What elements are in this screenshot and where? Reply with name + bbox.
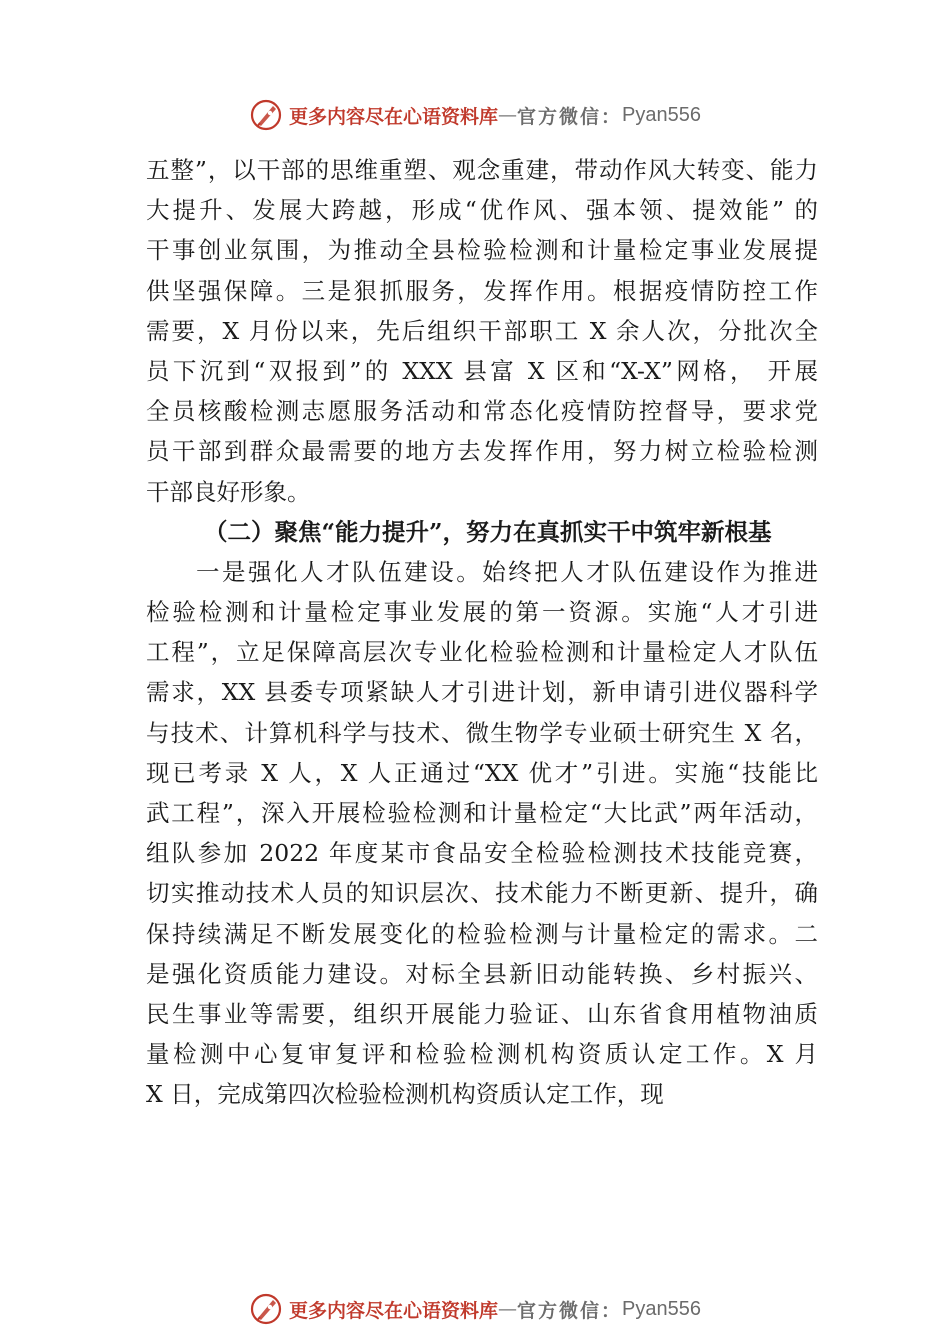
watermark-wechat-label: 官方微信： xyxy=(517,105,623,128)
body-line: 需要，X 月份以来，先后组织干部职工 X 余人次，分批次全 xyxy=(146,316,818,345)
quill-pen-logo-icon xyxy=(249,1292,283,1326)
body-line: 量检测中心复审复评和检验检测机构资质认定工作。X 月 xyxy=(146,1040,818,1069)
body-line: 干事创业氛围，为推动全县检验检测和计量检定事业发展提 xyxy=(146,236,818,265)
body-line: 检验检测和计量检定事业发展的第一资源。实施“人才引进 xyxy=(146,598,818,627)
body-line: 组队参加 2022 年度某市食品安全检验检测技术技能竞赛， xyxy=(146,839,818,868)
body-line: 需求，XX 县委专项紧缺人才引进计划，新申请引进仪器科学 xyxy=(146,678,818,707)
body-line: 现已考录 X 人，X 人正通过“XX 优才”引进。实施“技能比 xyxy=(146,758,818,787)
header-watermark xyxy=(0,95,950,135)
body-line: 是强化资质能力建设。对标全县新旧动能转换、乡村振兴、 xyxy=(146,959,818,988)
watermark-wechat-id: Pyan556 xyxy=(622,1297,701,1320)
body-line: 与技术、计算机科学与技术、微生物学专业硕士研究生 X 名， xyxy=(146,718,818,747)
body-line: 供坚强保障。三是狠抓服务，发挥作用。根据疫情防控工作 xyxy=(146,276,818,305)
watermark-site-text: 更多内容尽在心语资料库 xyxy=(289,105,499,128)
watermark-dash: — xyxy=(498,1298,518,1320)
footer-watermark xyxy=(0,1289,950,1329)
quill-pen-logo-icon xyxy=(249,98,283,132)
body-line: 工程”，立足保障高层次专业化检验检测和计量检定人才队伍 xyxy=(146,638,818,667)
body-line: 保持续满足不断发展变化的检验检测与计量检定的需求。二 xyxy=(146,919,818,948)
body-line: 大提升、发展大跨越，形成“优作风、强本领、提效能” 的 xyxy=(146,196,818,225)
watermark-wechat-label: 官方微信： xyxy=(517,1299,623,1322)
body-line: 员下沉到“双报到”的 XXX 县富 X 区和“X-X”网格， 开展 xyxy=(146,356,818,385)
section-heading: （二）聚焦“能力提升”，努力在真抓实干中筑牢新根基 xyxy=(204,517,772,546)
watermark-dash: — xyxy=(498,104,518,126)
body-line: X 日，完成第四次检验检测机构资质认定工作，现 xyxy=(146,1080,664,1109)
body-line: 员干部到群众最需要的地方去发挥作用，努力树立检验检测 xyxy=(146,437,818,466)
body-line: 一是强化人才队伍建设。始终把人才队伍建设作为推进 xyxy=(196,557,818,586)
body-line: 五整”，以干部的思维重塑、观念重建，带动作风大转变、能力 xyxy=(146,156,818,184)
watermark-wechat-id: Pyan556 xyxy=(622,103,701,126)
watermark-site-text: 更多内容尽在心语资料库 xyxy=(289,1299,499,1322)
body-line: 全员核酸检测志愿服务活动和常态化疫情防控督导，要求党 xyxy=(146,397,818,426)
body-line: 干部良好形象。 xyxy=(146,477,311,506)
body-line: 切实推动技术人员的知识层次、技术能力不断更新、提升，确 xyxy=(146,879,818,908)
document-body xyxy=(146,150,818,1115)
body-line: 武工程”，深入开展检验检测和计量检定“大比武”两年活动， xyxy=(146,799,818,827)
body-line: 民生事业等需要，组织开展能力验证、山东省食用植物油质 xyxy=(146,999,818,1028)
